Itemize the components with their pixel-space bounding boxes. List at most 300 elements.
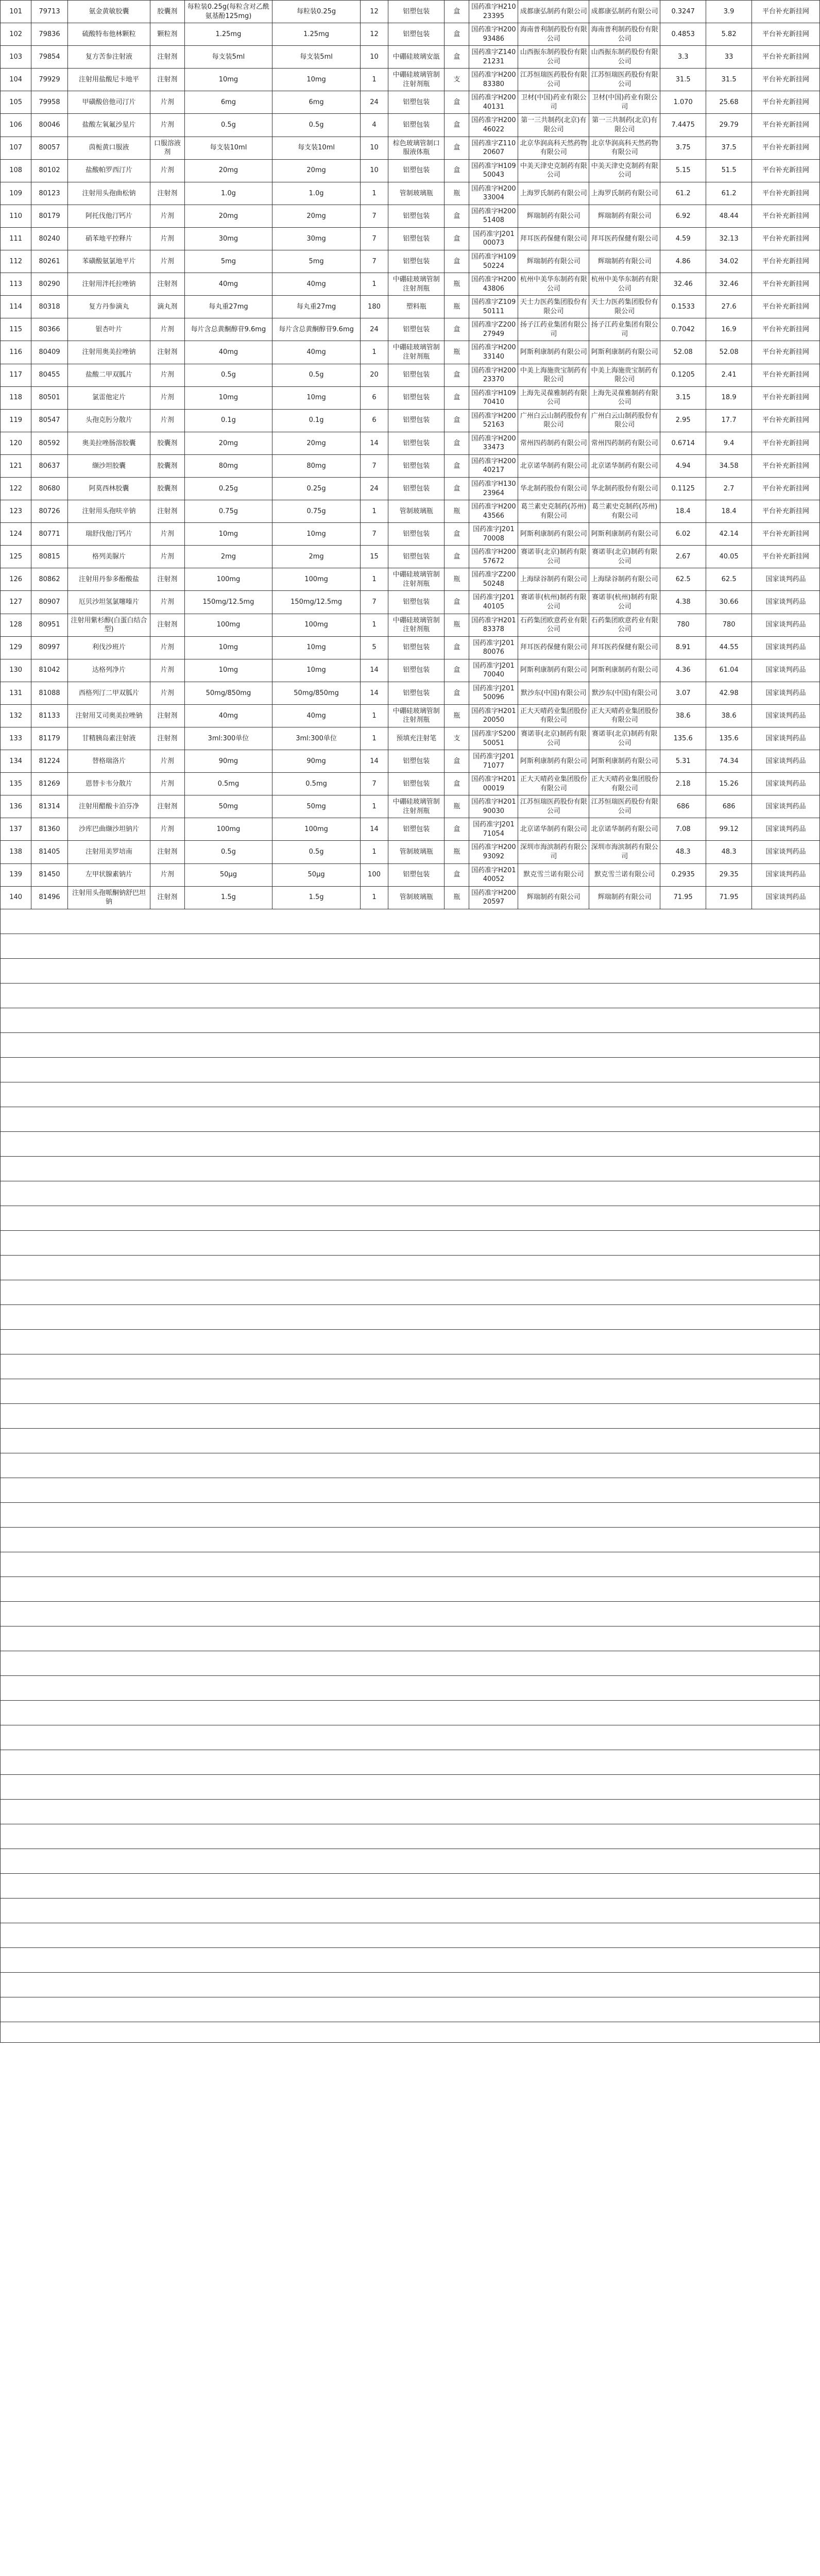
specification-cell: 5mg [184,250,272,273]
dosage-form-cell: 片剂 [150,591,184,614]
unit-price-cell: 7.08 [660,818,706,841]
unit-price-cell: 4.86 [660,250,706,273]
minimum-unit-cell: 瓶 [445,704,469,727]
package-price-cell: 71.95 [706,886,752,909]
specification-cell: 2mg [184,546,272,568]
minimum-unit-cell: 瓶 [445,795,469,818]
minimum-unit-cell: 盒 [445,409,469,432]
package-spec-cell: 0.5g [272,114,361,137]
specification-cell: 50μg [184,863,272,886]
remark-cell: 平台补充新挂网 [752,364,820,386]
dosage-form-cell: 片剂 [150,409,184,432]
unit-price-cell: 780 [660,614,706,636]
table-row [1,591,820,614]
drug-name-cell: 格列美脲片 [67,546,150,568]
dosage-form-cell: 片剂 [150,636,184,659]
package-price-cell: 34.58 [706,454,752,477]
unit-price-cell: 8.91 [660,636,706,659]
row-number-cell: 138 [1,841,31,863]
approval-number-cell: 国药准字H20190030 [469,795,518,818]
drug-name-cell: 阿托伐他汀钙片 [67,205,150,227]
package-material-cell: 铝塑包装 [388,682,445,704]
listing-enterprise-cell: 成都康弘制药有限公司 [518,1,589,23]
dosage-form-cell: 注射剂 [150,886,184,909]
listing-enterprise-cell: 上海绿谷制药有限公司 [518,568,589,591]
minimum-unit-cell: 盒 [445,250,469,273]
listing-enterprise-cell: 江苏恒瑞医药股份有限公司 [518,69,589,91]
package-price-cell: 42.14 [706,523,752,546]
drug-name-cell: 替格瑞洛片 [67,750,150,773]
package-material-cell: 铝塑包装 [388,818,445,841]
dosage-form-cell: 胶囊剂 [150,477,184,500]
remark-cell: 国家谈判药品 [752,591,820,614]
remark-cell: 平台补充新挂网 [752,114,820,137]
row-number-cell: 113 [1,273,31,296]
minimum-unit-cell: 盒 [445,46,469,69]
table-row [1,523,820,546]
approval-number-cell: 国药准字J20171077 [469,750,518,773]
production-enterprise-cell: 成都康弘制药有限公司 [589,1,660,23]
package-material-cell: 管制玻璃瓶 [388,500,445,523]
remark-cell: 平台补充新挂网 [752,273,820,296]
remark-cell: 国家谈判药品 [752,727,820,750]
unit-price-cell: 4.94 [660,454,706,477]
package-spec-cell: 每粒装0.25g [272,1,361,23]
approval-number-cell: 国药准字J20171054 [469,818,518,841]
production-enterprise-cell: 上海先灵葆雅制药有限公司 [589,386,660,409]
conversion-ratio-cell: 7 [360,523,388,546]
table-row [1,137,820,159]
package-price-cell: 2.41 [706,364,752,386]
table-row [1,46,820,69]
listing-enterprise-cell: 石药集团欧意药业有限公司 [518,614,589,636]
minimum-unit-cell: 盒 [445,1,469,23]
approval-number-cell: 国药准字J20150096 [469,682,518,704]
drug-code-cell: 80102 [31,159,68,182]
production-enterprise-cell: 赛诺菲(杭州)制药有限公司 [589,591,660,614]
minimum-unit-cell: 盒 [445,477,469,500]
dosage-form-cell: 片剂 [150,818,184,841]
dosage-form-cell: 片剂 [150,250,184,273]
specification-cell: 3ml:300单位 [184,727,272,750]
package-material-cell: 铝塑包装 [388,1,445,23]
row-number-cell: 116 [1,341,31,364]
dosage-form-cell: 片剂 [150,386,184,409]
listing-enterprise-cell: 中美天津史克制药有限公司 [518,159,589,182]
table-row [1,614,820,636]
table-row [1,795,820,818]
package-material-cell: 棕色玻璃管制口服液体瓶 [388,137,445,159]
approval-number-cell: 国药准字H20046022 [469,114,518,137]
package-price-cell: 99.12 [706,818,752,841]
specification-cell: 每粒装0.25g(每粒含对乙酰氨基酚125mg) [184,1,272,23]
row-number-cell: 123 [1,500,31,523]
conversion-ratio-cell: 20 [360,364,388,386]
drug-name-cell: 硝苯地平控释片 [67,227,150,250]
package-spec-cell: 每片含总黄酮醇苷9.6mg [272,318,361,341]
dosage-form-cell: 片剂 [150,659,184,682]
drug-name-cell: 注射用头孢呋辛钠 [67,500,150,523]
approval-number-cell: 国药准字H20183378 [469,614,518,636]
package-price-cell: 61.04 [706,659,752,682]
remark-cell: 平台补充新挂网 [752,432,820,454]
listing-enterprise-cell: 葛兰素史克制药(苏州)有限公司 [518,500,589,523]
conversion-ratio-cell: 24 [360,318,388,341]
table-row [1,568,820,591]
listing-enterprise-cell: 江苏恒瑞医药股份有限公司 [518,795,589,818]
production-enterprise-cell: 拜耳医药保健有限公司 [589,227,660,250]
table-row [1,409,820,432]
approval-number-cell: 国药准字H10950224 [469,250,518,273]
minimum-unit-cell: 盒 [445,386,469,409]
listing-enterprise-cell: 上海罗氏制药有限公司 [518,182,589,205]
row-number-cell: 118 [1,386,31,409]
drug-code-cell: 81179 [31,727,68,750]
drug-code-cell: 80726 [31,500,68,523]
table-row [1,159,820,182]
unit-price-cell: 2.18 [660,773,706,795]
minimum-unit-cell: 盒 [445,546,469,568]
minimum-unit-cell: 盒 [445,773,469,795]
approval-number-cell: 国药准字H20052163 [469,409,518,432]
conversion-ratio-cell: 1 [360,568,388,591]
drug-name-cell: 利伐沙班片 [67,636,150,659]
approval-number-cell: 国药准字H21023395 [469,1,518,23]
package-material-cell: 中硼硅玻璃管制注射剂瓶 [388,341,445,364]
package-spec-cell: 每丸重27mg [272,296,361,318]
minimum-unit-cell: 盒 [445,137,469,159]
drug-code-cell: 80771 [31,523,68,546]
listing-enterprise-cell: 赛诺菲(杭州)制药有限公司 [518,591,589,614]
specification-cell: 40mg [184,273,272,296]
approval-number-cell: 国药准字H20083380 [469,69,518,91]
package-spec-cell: 20mg [272,159,361,182]
minimum-unit-cell: 瓶 [445,273,469,296]
package-spec-cell: 100mg [272,818,361,841]
package-material-cell: 铝塑包装 [388,477,445,500]
listing-enterprise-cell: 华北制药股份有限公司 [518,477,589,500]
package-spec-cell: 0.5mg [272,773,361,795]
production-enterprise-cell: 上海绿谷制药有限公司 [589,568,660,591]
listing-enterprise-cell: 常州四药制药有限公司 [518,432,589,454]
specification-cell: 0.5g [184,114,272,137]
dosage-form-cell: 片剂 [150,750,184,773]
unit-price-cell: 5.31 [660,750,706,773]
dosage-form-cell: 注射剂 [150,273,184,296]
table-row [1,432,820,454]
package-price-cell: 17.7 [706,409,752,432]
drug-name-cell: 注射用盐酸尼卡地平 [67,69,150,91]
row-number-cell: 117 [1,364,31,386]
listing-enterprise-cell: 阿斯利康制药有限公司 [518,523,589,546]
minimum-unit-cell: 瓶 [445,568,469,591]
unit-price-cell: 32.46 [660,273,706,296]
conversion-ratio-cell: 1 [360,841,388,863]
table-row [1,91,820,114]
drug-name-cell: 银杏叶片 [67,318,150,341]
drug-code-cell: 81314 [31,795,68,818]
remark-cell: 平台补充新挂网 [752,386,820,409]
row-number-cell: 101 [1,1,31,23]
package-spec-cell: 90mg [272,750,361,773]
drug-name-cell: 甲磺酸倍他司汀片 [67,91,150,114]
approval-number-cell: 国药准字Z20050248 [469,568,518,591]
specification-cell: 1.0g [184,182,272,205]
conversion-ratio-cell: 1 [360,795,388,818]
dosage-form-cell: 片剂 [150,364,184,386]
table-continuation [0,909,820,2043]
table-row [1,250,820,273]
remark-cell: 国家谈判药品 [752,682,820,704]
listing-enterprise-cell: 赛诺菲(北京)制药有限公司 [518,727,589,750]
minimum-unit-cell: 瓶 [445,500,469,523]
package-spec-cell: 10mg [272,659,361,682]
package-price-cell: 32.46 [706,273,752,296]
conversion-ratio-cell: 7 [360,591,388,614]
package-price-cell: 3.9 [706,1,752,23]
remark-cell: 平台补充新挂网 [752,227,820,250]
specification-cell: 10mg [184,636,272,659]
table-row [1,341,820,364]
listing-enterprise-cell: 正大天晴药业集团股份有限公司 [518,773,589,795]
remark-cell: 国家谈判药品 [752,773,820,795]
drug-code-cell: 80907 [31,591,68,614]
row-number-cell: 104 [1,69,31,91]
package-price-cell: 16.9 [706,318,752,341]
package-price-cell: 15.26 [706,773,752,795]
specification-cell: 20mg [184,432,272,454]
package-spec-cell: 0.5g [272,364,361,386]
package-spec-cell: 80mg [272,454,361,477]
listing-enterprise-cell: 拜耳医药保健有限公司 [518,227,589,250]
package-material-cell: 铝塑包装 [388,432,445,454]
package-price-cell: 52.08 [706,341,752,364]
conversion-ratio-cell: 1 [360,182,388,205]
drug-code-cell: 80501 [31,386,68,409]
approval-number-cell: 国药准字J20170040 [469,659,518,682]
minimum-unit-cell: 盒 [445,863,469,886]
production-enterprise-cell: 阿斯利康制药有限公司 [589,750,660,773]
table-row [1,863,820,886]
package-material-cell: 铝塑包装 [388,227,445,250]
row-number-cell: 127 [1,591,31,614]
specification-cell: 0.5mg [184,773,272,795]
drug-code-cell: 79958 [31,91,68,114]
specification-cell: 0.5g [184,364,272,386]
package-material-cell: 中硼硅玻璃管制注射剂瓶 [388,614,445,636]
drug-code-cell: 80592 [31,432,68,454]
package-material-cell: 塑料瓶 [388,296,445,318]
unit-price-cell: 38.6 [660,704,706,727]
package-spec-cell: 10mg [272,523,361,546]
drug-code-cell: 80057 [31,137,68,159]
listing-enterprise-cell: 广州白云山制药股份有限公司 [518,409,589,432]
drug-code-cell: 80123 [31,182,68,205]
row-number-cell: 140 [1,886,31,909]
specification-cell: 150mg/12.5mg [184,591,272,614]
production-enterprise-cell: 赛诺菲(北京)制药有限公司 [589,546,660,568]
listing-enterprise-cell: 山西振东制药股份有限公司 [518,46,589,69]
table-row [1,205,820,227]
dosage-form-cell: 片剂 [150,863,184,886]
package-spec-cell: 10mg [272,636,361,659]
specification-cell: 20mg [184,205,272,227]
package-price-cell: 18.4 [706,500,752,523]
remark-cell: 平台补充新挂网 [752,1,820,23]
specification-cell: 100mg [184,818,272,841]
drug-name-cell: 注射用紫杉醇(白蛋白结合型) [67,614,150,636]
package-spec-cell: 0.75g [272,500,361,523]
production-enterprise-cell: 广州白云山制药股份有限公司 [589,409,660,432]
approval-number-cell: 国药准字J20140105 [469,591,518,614]
drug-code-cell: 81360 [31,818,68,841]
listing-enterprise-cell: 辉瑞制药有限公司 [518,250,589,273]
production-enterprise-cell: 海南普利制药股份有限公司 [589,23,660,46]
minimum-unit-cell: 瓶 [445,296,469,318]
table-row [1,841,820,863]
unit-price-cell: 71.95 [660,886,706,909]
unit-price-cell: 0.2935 [660,863,706,886]
production-enterprise-cell: 辉瑞制药有限公司 [589,205,660,227]
dosage-form-cell: 片剂 [150,546,184,568]
listing-enterprise-cell: 卫材(中国)药业有限公司 [518,91,589,114]
production-enterprise-cell: 北京诺华制药有限公司 [589,454,660,477]
package-price-cell: 780 [706,614,752,636]
listing-enterprise-cell: 海南普利制药股份有限公司 [518,23,589,46]
package-material-cell: 铝塑包装 [388,863,445,886]
remark-cell: 平台补充新挂网 [752,250,820,273]
drug-code-cell: 81496 [31,886,68,909]
package-spec-cell: 10mg [272,69,361,91]
package-spec-cell: 20mg [272,432,361,454]
approval-number-cell: 国药准字H20040217 [469,454,518,477]
table-row [1,386,820,409]
conversion-ratio-cell: 15 [360,546,388,568]
conversion-ratio-cell: 14 [360,750,388,773]
package-spec-cell: 1.5g [272,886,361,909]
production-enterprise-cell: 阿斯利康制药有限公司 [589,341,660,364]
dosage-form-cell: 片剂 [150,91,184,114]
dosage-form-cell: 颗粒剂 [150,23,184,46]
drug-name-cell: 头孢克肟分散片 [67,409,150,432]
approval-number-cell: 国药准字H20057672 [469,546,518,568]
package-material-cell: 铝塑包装 [388,364,445,386]
package-material-cell: 铝塑包装 [388,750,445,773]
remark-cell: 国家谈判药品 [752,886,820,909]
remark-cell: 国家谈判药品 [752,750,820,773]
production-enterprise-cell: 江苏恒瑞医药股份有限公司 [589,795,660,818]
drug-code-cell: 80366 [31,318,68,341]
remark-cell: 平台补充新挂网 [752,159,820,182]
table-row [1,364,820,386]
listing-enterprise-cell: 阿斯利康制药有限公司 [518,341,589,364]
remark-cell: 平台补充新挂网 [752,137,820,159]
approval-number-cell: 国药准字S20050051 [469,727,518,750]
specification-cell: 0.5g [184,841,272,863]
package-material-cell: 铝塑包装 [388,636,445,659]
drug-name-cell: 盐酸二甲双胍片 [67,364,150,386]
package-material-cell: 中硼硅玻璃管制注射剂瓶 [388,273,445,296]
approval-number-cell: 国药准字H20120050 [469,704,518,727]
dosage-form-cell: 胶囊剂 [150,1,184,23]
package-material-cell: 铝塑包装 [388,159,445,182]
conversion-ratio-cell: 14 [360,682,388,704]
dosage-form-cell: 胶囊剂 [150,432,184,454]
row-number-cell: 131 [1,682,31,704]
dosage-form-cell: 胶囊剂 [150,454,184,477]
production-enterprise-cell: 江苏恒瑞医药股份有限公司 [589,69,660,91]
table-row [1,773,820,795]
production-enterprise-cell: 中美上海施贵宝制药有限公司 [589,364,660,386]
minimum-unit-cell: 盒 [445,636,469,659]
conversion-ratio-cell: 4 [360,114,388,137]
package-price-cell: 25.68 [706,91,752,114]
unit-price-cell: 3.15 [660,386,706,409]
package-price-cell: 135.6 [706,727,752,750]
minimum-unit-cell: 盒 [445,591,469,614]
package-material-cell: 铝塑包装 [388,454,445,477]
dosage-form-cell: 片剂 [150,682,184,704]
package-price-cell: 33 [706,46,752,69]
minimum-unit-cell: 支 [445,727,469,750]
row-number-cell: 133 [1,727,31,750]
unit-price-cell: 686 [660,795,706,818]
remark-cell: 平台补充新挂网 [752,500,820,523]
package-price-cell: 29.79 [706,114,752,137]
unit-price-cell: 3.75 [660,137,706,159]
drug-name-cell: 甘精胰岛素注射液 [67,727,150,750]
specification-cell: 40mg [184,341,272,364]
package-spec-cell: 每支装10ml [272,137,361,159]
drug-name-cell: 注射用奥美拉唑钠 [67,341,150,364]
conversion-ratio-cell: 12 [360,1,388,23]
row-number-cell: 107 [1,137,31,159]
specification-cell: 10mg [184,659,272,682]
production-enterprise-cell: 正大天晴药业集团股份有限公司 [589,704,660,727]
specification-cell: 1.25mg [184,23,272,46]
unit-price-cell: 6.02 [660,523,706,546]
production-enterprise-cell: 北京诺华制药有限公司 [589,818,660,841]
unit-price-cell: 4.36 [660,659,706,682]
unit-price-cell: 4.38 [660,591,706,614]
specification-cell: 100mg [184,568,272,591]
row-number-cell: 102 [1,23,31,46]
conversion-ratio-cell: 100 [360,863,388,886]
row-number-cell: 114 [1,296,31,318]
minimum-unit-cell: 盒 [445,818,469,841]
minimum-unit-cell: 盒 [445,523,469,546]
specification-cell: 每支装10ml [184,137,272,159]
listing-enterprise-cell: 默克雪兰诺有限公司 [518,863,589,886]
drug-code-cell: 80951 [31,614,68,636]
specification-cell: 80mg [184,454,272,477]
remark-cell: 平台补充新挂网 [752,23,820,46]
unit-price-cell: 0.7042 [660,318,706,341]
package-material-cell: 中硼硅玻璃管制注射剂瓶 [388,704,445,727]
approval-number-cell: 国药准字H20100019 [469,773,518,795]
conversion-ratio-cell: 7 [360,250,388,273]
drug-name-cell: 盐酸左氧氟沙星片 [67,114,150,137]
table-row [1,69,820,91]
package-material-cell: 铝塑包装 [388,386,445,409]
unit-price-cell: 18.4 [660,500,706,523]
unit-price-cell: 48.3 [660,841,706,863]
table-row [1,886,820,909]
package-material-cell: 铝塑包装 [388,91,445,114]
conversion-ratio-cell: 1 [360,69,388,91]
package-spec-cell: 2mg [272,546,361,568]
row-number-cell: 128 [1,614,31,636]
